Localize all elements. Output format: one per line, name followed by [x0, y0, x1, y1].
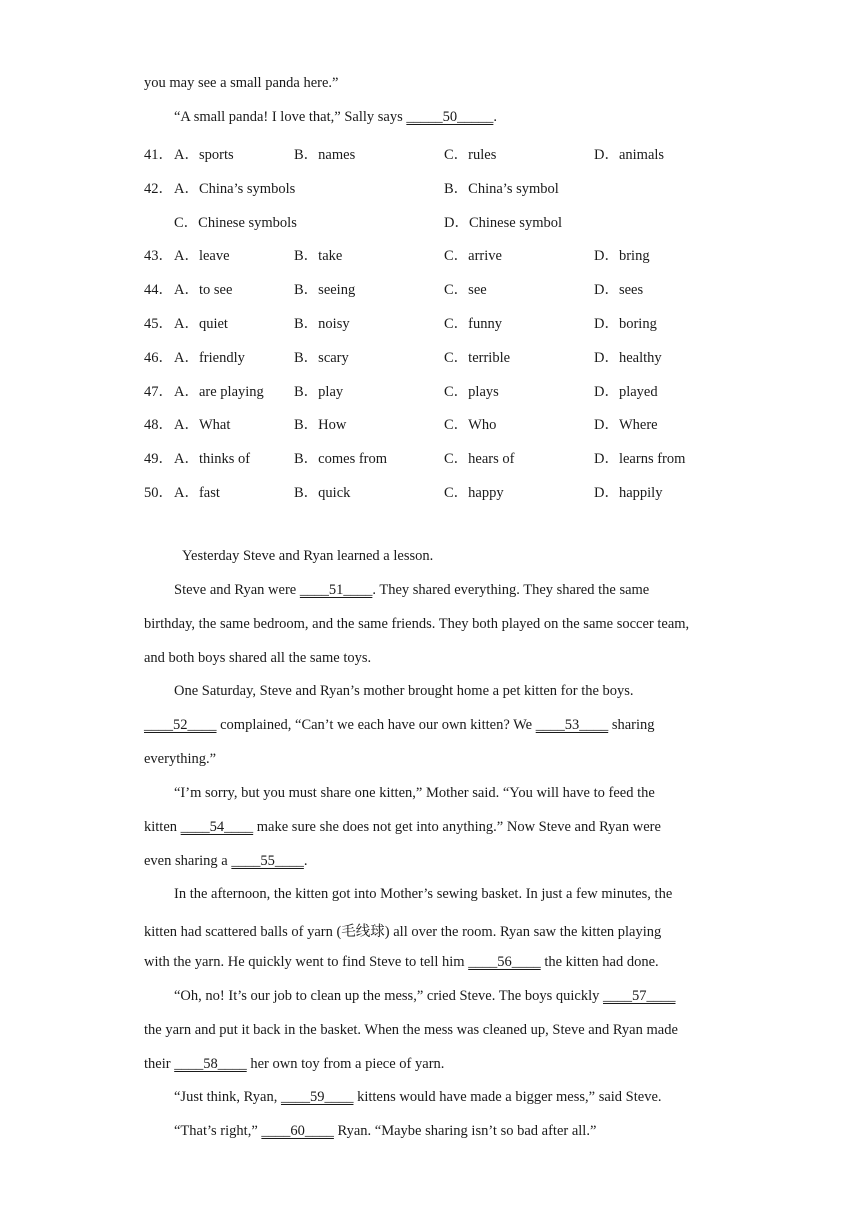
question-number: 48．	[144, 417, 173, 434]
option-d: D．bring	[594, 248, 650, 265]
passage-line: the yarn and put it back in the basket. When the mess was cleaned up, Steve and Ryan made	[144, 1022, 678, 1038]
passage-line: everything.”	[144, 751, 217, 767]
option-d: D．Chinese symbol	[444, 214, 563, 231]
option-d: D．learns from	[594, 451, 686, 468]
intro-text: “A small panda! I love that,” Sally says	[174, 109, 407, 125]
blank-50: _____50_____	[406, 109, 494, 125]
option-d: D．Where	[594, 417, 658, 434]
option-d: D．healthy	[594, 349, 662, 366]
option-b: B．take	[294, 248, 343, 265]
option-b: B．How	[294, 417, 347, 434]
option-c: C．see	[444, 282, 487, 299]
option-c: C．Chinese symbols	[174, 214, 297, 231]
option-c: C．plays	[444, 383, 499, 400]
passage-line: and both boys shared all the same toys.	[144, 650, 372, 666]
passage-text: Ryan. “Maybe sharing isn’t so bad after all.”	[333, 1123, 597, 1139]
passage-line: In the afternoon, the kitten got into Mother’s sewing basket. In just a few minutes, the	[174, 886, 673, 902]
option-b: B．seeing	[294, 282, 356, 299]
option-c: C．hears of	[444, 451, 515, 468]
passage-text: their	[144, 1056, 175, 1072]
passage-text: Steve and Ryan were	[174, 582, 300, 598]
blank-54: ____54____	[180, 819, 254, 835]
question-number: 50．	[144, 485, 173, 501]
blank-52: ____52____	[144, 717, 217, 733]
option-b: B．quick	[294, 485, 351, 501]
option-a: A．quiet	[174, 316, 228, 332]
option-a: A．friendly	[174, 349, 245, 366]
passage-text: kitten	[144, 819, 181, 835]
blank-59: ____59____	[280, 1089, 354, 1105]
intro-end: .	[493, 109, 497, 125]
passage-text: .	[303, 853, 308, 869]
option-a: A．thinks of	[174, 451, 251, 468]
question-number: 49．	[144, 451, 173, 468]
option-a: A．leave	[174, 248, 230, 265]
passage-line	[144, 954, 659, 971]
option-c: C．terrible	[444, 349, 511, 366]
blank-51: ____51____	[299, 582, 373, 598]
option-b: B．play	[294, 383, 344, 400]
passage-text: “Just think, Ryan,	[174, 1089, 281, 1105]
passage-line	[144, 717, 655, 734]
question-number: 43．	[144, 248, 173, 265]
option-a: A．to see	[174, 282, 233, 299]
passage-line	[174, 582, 649, 599]
option-b: B．scary	[294, 349, 349, 366]
blank-57: ____57____	[603, 988, 676, 1004]
option-c: C．rules	[444, 147, 497, 163]
blank-58: ____58____	[174, 1056, 247, 1072]
option-a: A．sports	[174, 147, 234, 163]
passage-text: sharing	[608, 717, 655, 733]
question-number: 41．	[144, 147, 173, 163]
blank-53: ____53____	[535, 717, 609, 733]
option-d: D．sees	[594, 282, 644, 299]
option-a: A．What	[174, 417, 231, 434]
passage-text: “Oh, no! It’s our job to clean up the mess,” cried Steve. The boys quickly	[174, 988, 603, 1004]
option-b: B．names	[294, 147, 356, 163]
option-d: D．played	[594, 383, 658, 400]
passage-line	[174, 988, 676, 1005]
passage-text: make sure she does not get into anything.” Now Steve and Ryan were	[253, 819, 661, 835]
option-d: D．boring	[594, 316, 657, 332]
passage-text: kittens would have made a bigger mess,” said Steve.	[353, 1089, 662, 1105]
passage-line: birthday, the same bedroom, and the same friends. They both played on the same soccer team,	[144, 616, 690, 632]
passage-text: the kitten had done.	[540, 954, 659, 970]
option-b: B．noisy	[294, 316, 350, 332]
option-b: B．comes from	[294, 451, 388, 468]
option-d: D．animals	[594, 147, 665, 163]
question-number: 47．	[144, 383, 173, 400]
passage-line: kitten had scattered balls of yarn (毛线球) all over the room. Ryan saw the kitten playing	[144, 924, 662, 940]
passage-text: “That’s right,”	[174, 1123, 262, 1139]
passage-line	[144, 819, 661, 836]
question-number: 44．	[144, 282, 173, 299]
passage-line: “I’m sorry, but you must share one kitten,” Mother said. “You will have to feed the	[174, 785, 655, 801]
passage-title-line: Yesterday Steve and Ryan learned a lesson.	[182, 548, 434, 564]
question-number: 46．	[144, 349, 173, 366]
blank-56: ____56____	[468, 954, 541, 970]
blank-55: ____55____	[231, 853, 304, 869]
option-c: C．Who	[444, 417, 497, 434]
intro-line-2	[174, 109, 497, 126]
passage-text: complained, “Can’t we each have our own kitten? We	[216, 717, 536, 733]
passage-text: even sharing a	[144, 853, 232, 869]
passage-text: with the yarn. He quickly went to find Steve to tell him	[144, 954, 469, 970]
intro-line-1: you may see a small panda here.”	[144, 75, 339, 91]
option-c: C．funny	[444, 316, 502, 332]
passage-line	[174, 1123, 596, 1140]
option-b: B．China’s symbol	[444, 180, 559, 197]
option-a: A．fast	[174, 485, 220, 501]
question-number: 42．	[144, 180, 173, 197]
passage-text: . They shared everything. They shared the same	[372, 582, 650, 598]
option-a: A．China’s symbols	[174, 180, 296, 197]
option-c: C．happy	[444, 485, 504, 501]
option-a: A．are playing	[174, 383, 264, 400]
question-number: 45．	[144, 316, 173, 332]
passage-line	[174, 1089, 662, 1106]
option-c: C．arrive	[444, 248, 502, 265]
passage-line	[144, 853, 308, 870]
passage-line	[144, 1056, 444, 1073]
option-d: D．happily	[594, 485, 663, 501]
passage-line: One Saturday, Steve and Ryan’s mother brought home a pet kitten for the boys.	[174, 683, 634, 699]
blank-60: ____60____	[261, 1123, 334, 1139]
passage-text: her own toy from a piece of yarn.	[246, 1056, 445, 1072]
